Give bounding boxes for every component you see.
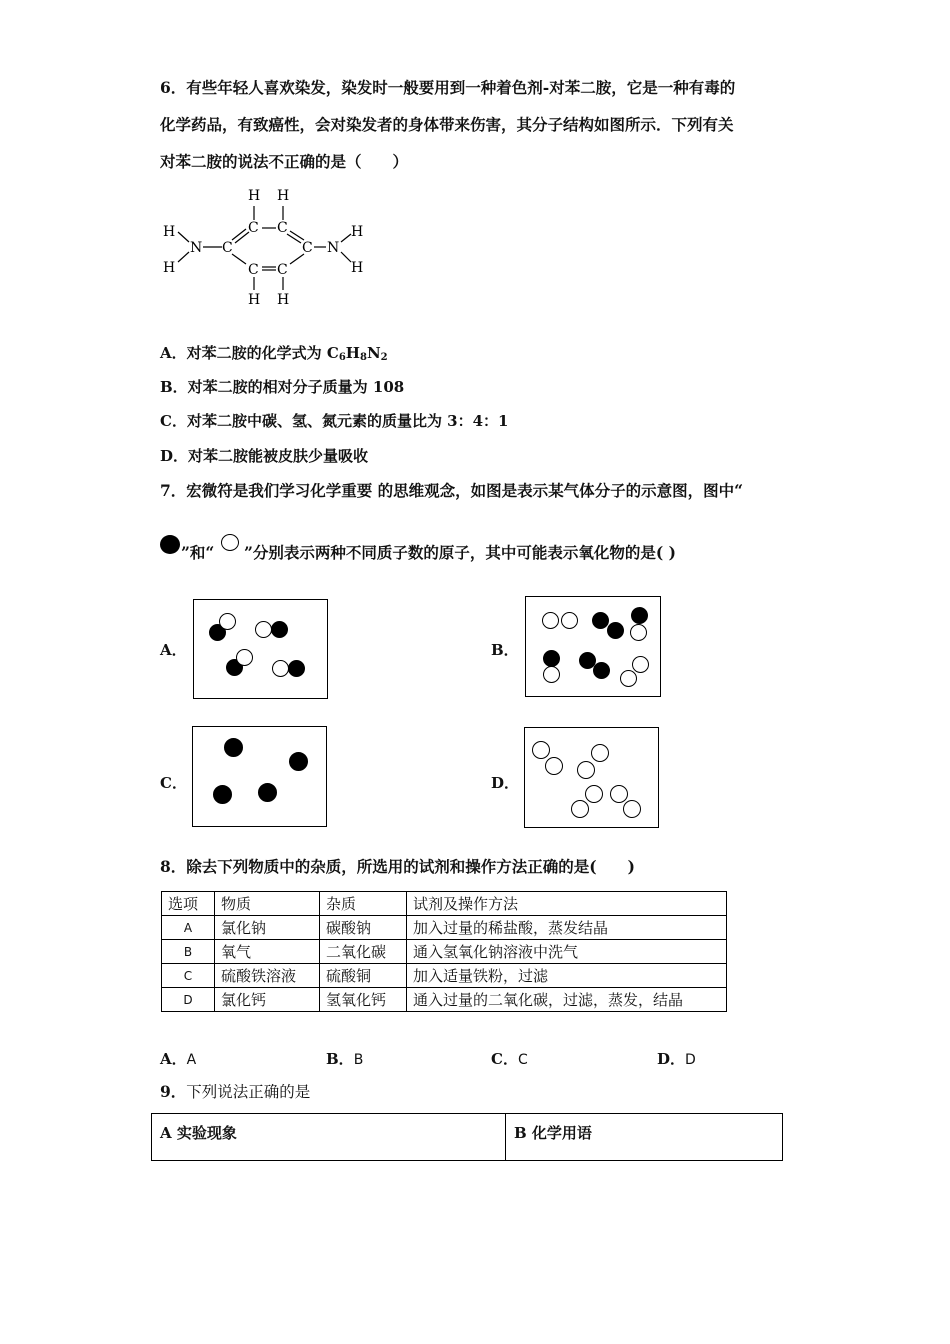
q6-line2: 化学药品，有致癌性，会对染发者的身体带来伤害，其分子结构如图所示．下列有关	[160, 115, 734, 134]
header-cell: 试剂及操作方法	[407, 892, 727, 916]
atom-h: H	[277, 188, 290, 204]
q7-line1: 7．宏微符是我们学习化学重要 的思维观念，如图是表示某气体分子的示意图，图中“	[160, 481, 744, 500]
q8-table	[161, 891, 727, 1012]
q8-answer-d: D．D	[657, 1050, 696, 1068]
cell: 碳酸钠	[320, 916, 407, 940]
table-row	[162, 916, 727, 940]
table-row	[162, 964, 727, 988]
q6-line1: 6．有些年轻人喜欢染发，染发时一般要用到一种着色剂-对苯二胺，它是一种有毒的	[160, 78, 736, 97]
atom	[272, 660, 289, 677]
atom	[592, 612, 609, 629]
q7-diagram-b	[525, 596, 661, 697]
atom-c: C	[277, 262, 288, 278]
header-cell: 物质	[215, 892, 320, 916]
atom-h: H	[351, 224, 364, 240]
cell: 通入过量的二氧化碳，过滤，蒸发，结晶	[407, 988, 727, 1012]
atom	[623, 800, 641, 818]
atom	[631, 607, 648, 624]
q6-line3: 对苯二胺的说法不正确的是（ ）	[160, 152, 409, 171]
atom-h: H	[277, 292, 290, 308]
cell: D	[162, 988, 215, 1012]
atom-c: C	[277, 220, 288, 236]
header-cell: 杂质	[320, 892, 407, 916]
atom	[258, 783, 277, 802]
atom	[532, 741, 550, 759]
q9-stem: 9．下列说法正确的是	[160, 1082, 311, 1101]
table-header-row	[152, 1114, 783, 1161]
atom	[288, 660, 305, 677]
q7-label-d: D．	[491, 774, 520, 792]
header-cell: 选项	[162, 892, 215, 916]
q6-option-b: B．对苯二胺的相对分子质量为 108	[160, 378, 405, 396]
atom	[542, 612, 559, 629]
atom-n: N	[190, 240, 203, 256]
q7-diagram-c	[192, 726, 327, 827]
atom	[255, 621, 272, 638]
q7-diagram-d	[524, 727, 659, 828]
cell: B	[162, 940, 215, 964]
atom	[607, 622, 624, 639]
atom	[571, 800, 589, 818]
cell: 硫酸铜	[320, 964, 407, 988]
q6-option-c: C．对苯二胺中碳、氢、氮元素的质量比为 3：4：1	[160, 412, 509, 430]
table-row	[162, 940, 727, 964]
cell: 氢氧化钙	[320, 988, 407, 1012]
atom	[224, 738, 243, 757]
q6-option-d: D．对苯二胺能被皮肤少量吸收	[160, 447, 369, 465]
q7-line2-part2: ”分别表示两种不同质子数的原子，其中可能表示氧化物的是( )	[244, 543, 676, 562]
q7-label-c: C．	[160, 774, 187, 792]
atom	[213, 785, 232, 804]
atom	[543, 666, 560, 683]
atom-h: H	[163, 224, 176, 240]
q6-option-a: A．对苯二胺的化学式为 $C_6H_8N_2$	[160, 344, 388, 363]
cell: 氯化钠	[215, 916, 320, 940]
atom	[577, 761, 595, 779]
q9-table	[151, 1113, 783, 1161]
atom	[561, 612, 578, 629]
q7-diagram-a	[193, 599, 328, 699]
cell: C	[162, 964, 215, 988]
header-cell: B 化学用语	[506, 1114, 783, 1161]
atom	[271, 621, 288, 638]
cell: 通入氢氧化钠溶液中洗气	[407, 940, 727, 964]
atom-c: C	[248, 220, 259, 236]
atom-c: C	[248, 262, 259, 278]
cell: 加入适量铁粉，过滤	[407, 964, 727, 988]
atom	[591, 744, 609, 762]
header-cell: A 实验现象	[152, 1114, 506, 1161]
black-atom-icon	[160, 535, 180, 554]
atom	[585, 785, 603, 803]
atom	[610, 785, 628, 803]
atom	[545, 757, 563, 775]
cell: 氯化钙	[215, 988, 320, 1012]
atom	[593, 662, 610, 679]
atom	[289, 752, 308, 771]
atom	[630, 624, 647, 641]
q7-line2-part1: ”和“	[181, 543, 215, 562]
atom-h: H	[248, 292, 261, 308]
cell: 加入过量的稀盐酸，蒸发结晶	[407, 916, 727, 940]
atom-h: H	[163, 260, 176, 276]
q8-answer-b: B．B	[326, 1050, 364, 1068]
atom	[219, 613, 236, 630]
atom-n: N	[327, 240, 340, 256]
atom	[236, 649, 253, 666]
molecule-structure	[158, 184, 373, 308]
q8-answer-c: C．C	[491, 1050, 528, 1068]
cell: 二氧化碳	[320, 940, 407, 964]
atom	[543, 650, 560, 667]
q8-stem: 8．除去下列物质中的杂质，所选用的试剂和操作方法正确的是( )	[160, 857, 635, 876]
cell: A	[162, 916, 215, 940]
cell: 硫酸铁溶液	[215, 964, 320, 988]
q7-label-b: B．	[491, 641, 519, 659]
atom-h: H	[351, 260, 364, 276]
white-atom-icon	[221, 534, 239, 551]
cell: 氧气	[215, 940, 320, 964]
atom-c: C	[302, 240, 313, 256]
table-header-row	[162, 892, 727, 916]
atom-c: C	[222, 240, 233, 256]
q7-label-a: A．	[160, 641, 187, 659]
q8-answer-a: A．A	[160, 1050, 197, 1068]
atom	[632, 656, 649, 673]
atom	[620, 670, 637, 687]
atom-h: H	[248, 188, 261, 204]
table-row	[162, 988, 727, 1012]
